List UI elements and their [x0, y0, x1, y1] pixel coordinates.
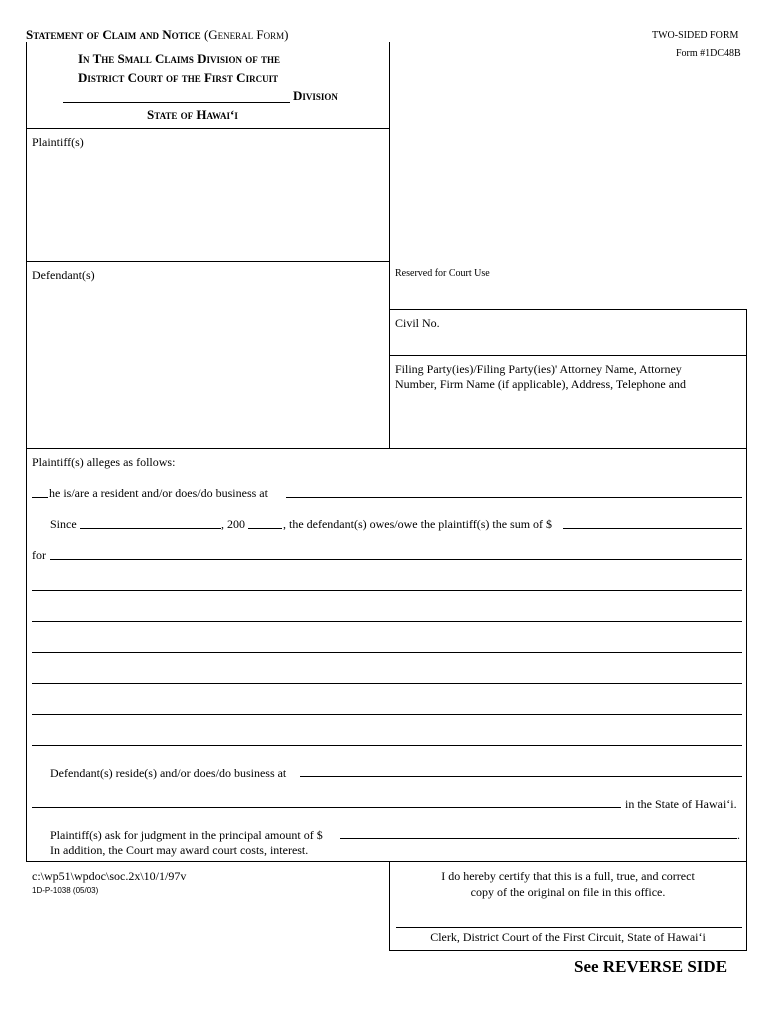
for-label: for [32, 548, 46, 562]
reside-text: Defendant(s) reside(s) and/or does/do business at [50, 766, 287, 780]
form-code: 1D-P-1038 (05/03) [32, 886, 99, 895]
judgment-end: . [737, 828, 740, 842]
filing-party-line-1: Filing Party(ies)/Filing Party(ies)' Attorney Name, Attorney [395, 362, 682, 376]
year-field[interactable] [248, 528, 282, 529]
certify-line-2: copy of the original on file in this office. [470, 885, 666, 899]
file-path: c:\wp51\wpdoc\soc.2x\10/1/97v [32, 869, 187, 883]
state-label: State of Hawai‘i [147, 107, 238, 122]
for-line-7[interactable] [32, 745, 742, 746]
defendant-address-field-1[interactable] [300, 776, 742, 777]
reserved-label: Reserved for Court Use [395, 268, 490, 279]
form-number: Form #1DC48B [676, 48, 741, 59]
for-line-6[interactable] [32, 714, 742, 715]
court-line-2: District Court of the First Circuit [78, 70, 279, 85]
division-label: Division [293, 88, 338, 103]
court-line-1: In The Small Claims Division of the [78, 51, 281, 66]
defendant-address-field-2[interactable] [32, 807, 621, 808]
judgment-text: Plaintiff(s) ask for judgment in the principal amount of $ [50, 828, 323, 842]
see-reverse-side: See REVERSE SIDE [574, 957, 728, 976]
defendant-label: Defendant(s) [32, 268, 95, 282]
clerk-signature-line[interactable] [396, 927, 742, 928]
filing-party-line-2: Number, Firm Name (if applicable), Address, Telephone and [395, 377, 687, 391]
division-blank[interactable] [63, 102, 290, 103]
for-line-3[interactable] [32, 621, 742, 622]
for-line-1[interactable] [50, 559, 742, 560]
for-line-5[interactable] [32, 683, 742, 684]
civil-no-label: Civil No. [395, 316, 440, 330]
state-suffix: in the State of Hawai‘i. [625, 797, 737, 811]
for-line-4[interactable] [32, 652, 742, 653]
year-prefix: , 200 [221, 517, 245, 531]
allegations-intro: Plaintiff(s) alleges as follows: [32, 455, 176, 469]
defendant-box[interactable] [26, 261, 390, 449]
certify-line-1: I do hereby certify that this is a full, true, and correct [441, 869, 695, 883]
form-title-sub: (General Form) [203, 27, 289, 42]
sum-field[interactable] [563, 528, 742, 529]
for-line-2[interactable] [32, 590, 742, 591]
resident-text: he is/are a resident and/or does/do business at [49, 486, 268, 500]
since-date-field[interactable] [80, 528, 221, 529]
form-title [26, 27, 288, 43]
resident-checkbox-blank[interactable] [32, 497, 48, 498]
resident-address-field[interactable] [286, 497, 742, 498]
form-title-main: Statement of Claim and Notice [26, 27, 201, 42]
two-sided-label: TWO-SIDED FORM [652, 30, 739, 41]
costs-text: In addition, the Court may award court costs, interest. [50, 843, 309, 857]
plaintiff-label: Plaintiff(s) [32, 135, 84, 149]
owes-text: , the defendant(s) owes/owe the plaintiff(s) the sum of $ [283, 517, 553, 531]
civil-no-box[interactable] [389, 309, 747, 356]
since-label: Since [50, 517, 77, 531]
judgment-amount-field[interactable] [340, 838, 737, 839]
clerk-label: Clerk, District Court of the First Circuit, State of Hawai‘i [430, 930, 706, 944]
